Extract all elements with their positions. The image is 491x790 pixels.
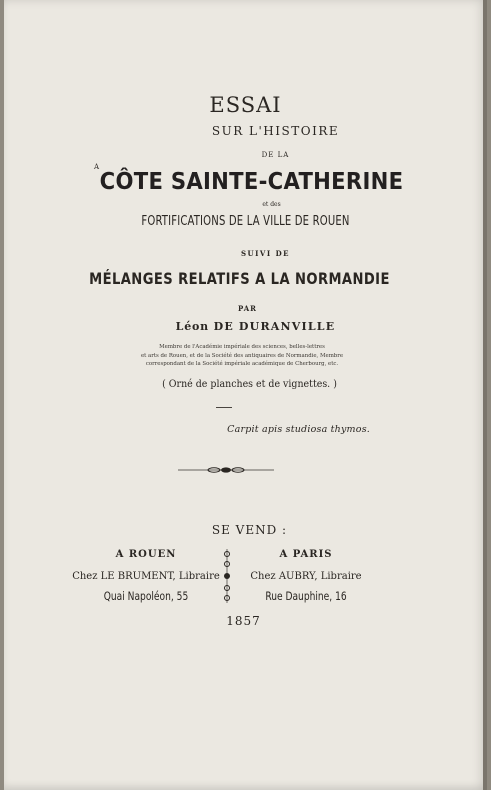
latin-motto: Carpit apis studiosa thymos. [227, 424, 370, 435]
credentials-line: correspondant de la Société impériale académique de Cherbourg, etc. [145, 361, 339, 367]
libraire-paris: Chez AUBRY, Libraire [250, 571, 362, 582]
credentials-line: et arts de Rouen, et de la Société des antiquaires de Normandie, Membre [140, 352, 344, 359]
se-vend-heading: SE VEND : [211, 523, 288, 537]
credentials-line: Membre de l'Académie impériale des sciences, belles-lettres [159, 344, 325, 350]
accent-mark: A [94, 163, 100, 171]
text-par: PAR [237, 304, 257, 313]
title-essai: ESSAI [209, 93, 282, 117]
libraire-rouen: Chez LE BRUMENT, Libraire [72, 571, 220, 582]
text-suivi-de: SUIVI DE [241, 249, 290, 258]
illustration-note: ( Orné de planches et de vignettes. ) [162, 378, 337, 390]
horizontal-ornament-icon [178, 465, 274, 475]
page-edge [483, 0, 487, 790]
text-et-des: et des [262, 201, 281, 208]
address-rouen: Quai Napoléon, 55 [103, 589, 189, 603]
text-de-la: DE LA [261, 151, 290, 159]
city-rouen: A ROUEN [115, 549, 177, 560]
main-title: CÔTE SAINTE-CATHERINE [99, 169, 404, 195]
city-paris: A PARIS [279, 549, 333, 560]
publication-year: 1857 [226, 614, 261, 628]
author-first-name: Léon [175, 320, 209, 333]
author-credentials [92, 343, 392, 369]
subtitle-melanges: MÉLANGES RELATIFS A LA NORMANDIE [89, 269, 390, 288]
address-paris: Rue Dauphine, 16 [265, 589, 347, 603]
subtitle-fortifications: FORTIFICATIONS DE LA VILLE DE ROUEN [141, 214, 350, 229]
author-last-name: DE DURANVILLE [213, 320, 336, 333]
short-rule [216, 407, 232, 408]
subtitle-sur-l-histoire: SUR L'HISTOIRE [211, 124, 340, 138]
author-name [14, 320, 491, 333]
title-page [4, 0, 487, 790]
